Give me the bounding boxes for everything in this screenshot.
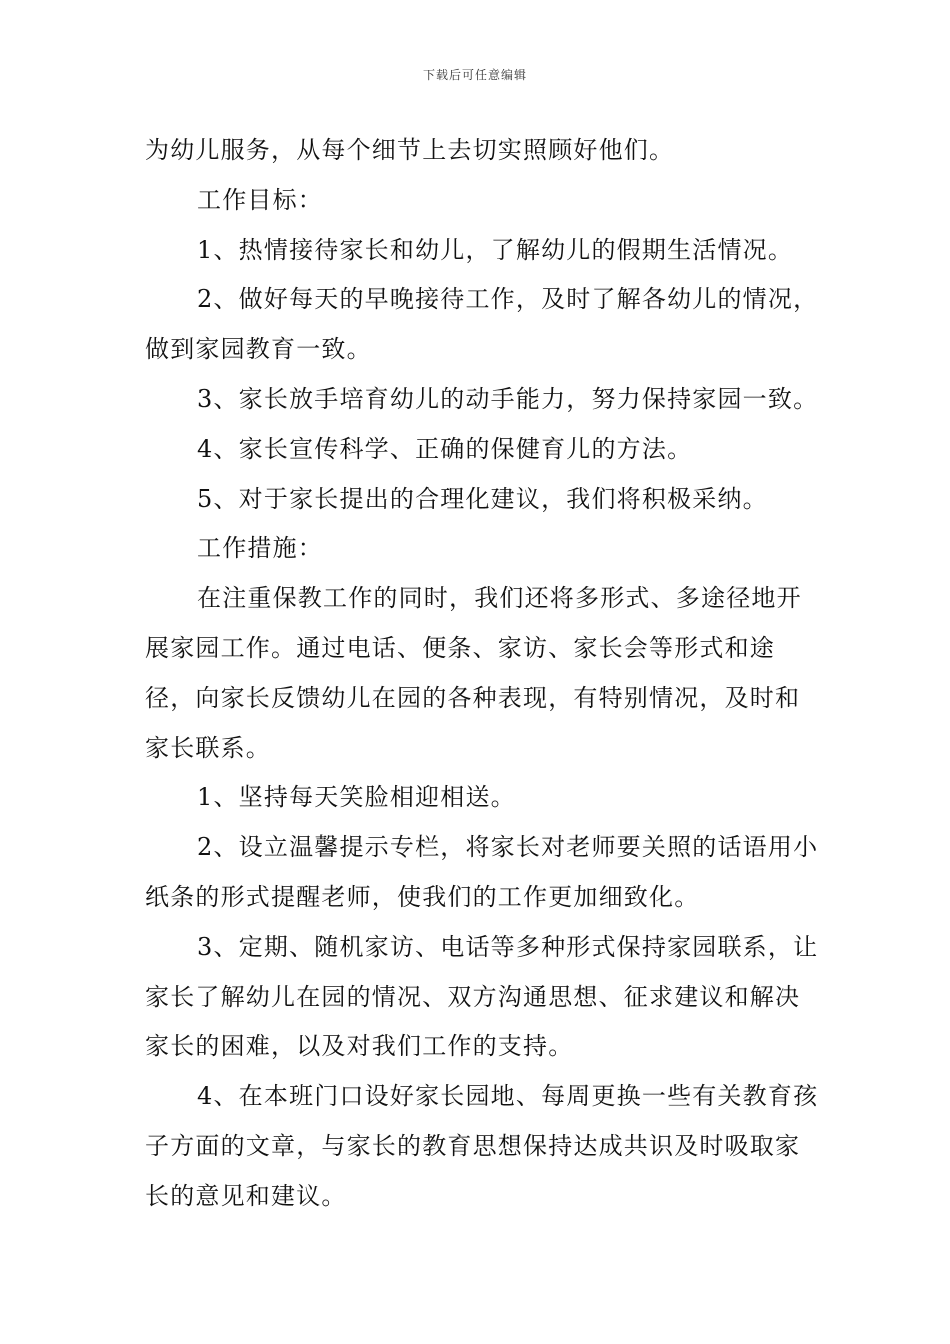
- list-item: 5、对于家长提出的合理化建议，我们将积极采纳。: [197, 484, 768, 513]
- list-item: 4、家长宣传科学、正确的保健育儿的方法。: [197, 434, 693, 463]
- document-body: [145, 126, 825, 1222]
- list-item: 3、家长放手培育幼儿的动手能力，努力保持家园一致。: [197, 384, 819, 413]
- list-item: 4、在本班门口设好家长园地、每周更换一些有关教育孩子方面的文章，与家长的教育思想保持达成共识及时吸取家长的意见和建议。: [145, 1082, 819, 1210]
- list-item: 1、坚持每天笑脸相迎相送。: [197, 783, 516, 812]
- section-heading-measures: 工作措施：: [197, 534, 323, 563]
- paragraph: 在注重保教工作的同时，我们还将多形式、多途径地开展家园工作。通过电话、便条、家访、家长会等形式和途径，向家长反馈幼儿在园的各种表现，有特别情况，及时和家长联系。: [145, 584, 802, 762]
- list-item: 2、做好每天的早晚接待工作，及时了解各幼儿的情况，做到家园教育一致。: [145, 285, 819, 364]
- paragraph: 为幼儿服务，从每个细节上去切实照顾好他们。: [145, 136, 675, 164]
- list-item: 2、设立温馨提示专栏，将家长对老师要关照的话语用小纸条的形式提醒老师，使我们的工作更加细致化。: [145, 833, 819, 911]
- list-item: 1、热情接待家长和幼儿，了解幼儿的假期生活情况。: [197, 235, 794, 264]
- section-heading-goals: 工作目标：: [197, 185, 323, 214]
- header-note: 下载后可任意编辑: [422, 68, 527, 82]
- list-item: 3、定期、随机家访、电话等多种形式保持家园联系，让家长了解幼儿在园的情况、双方沟通思想、征求建议和解决家长的困难，以及对我们工作的支持。: [145, 932, 819, 1061]
